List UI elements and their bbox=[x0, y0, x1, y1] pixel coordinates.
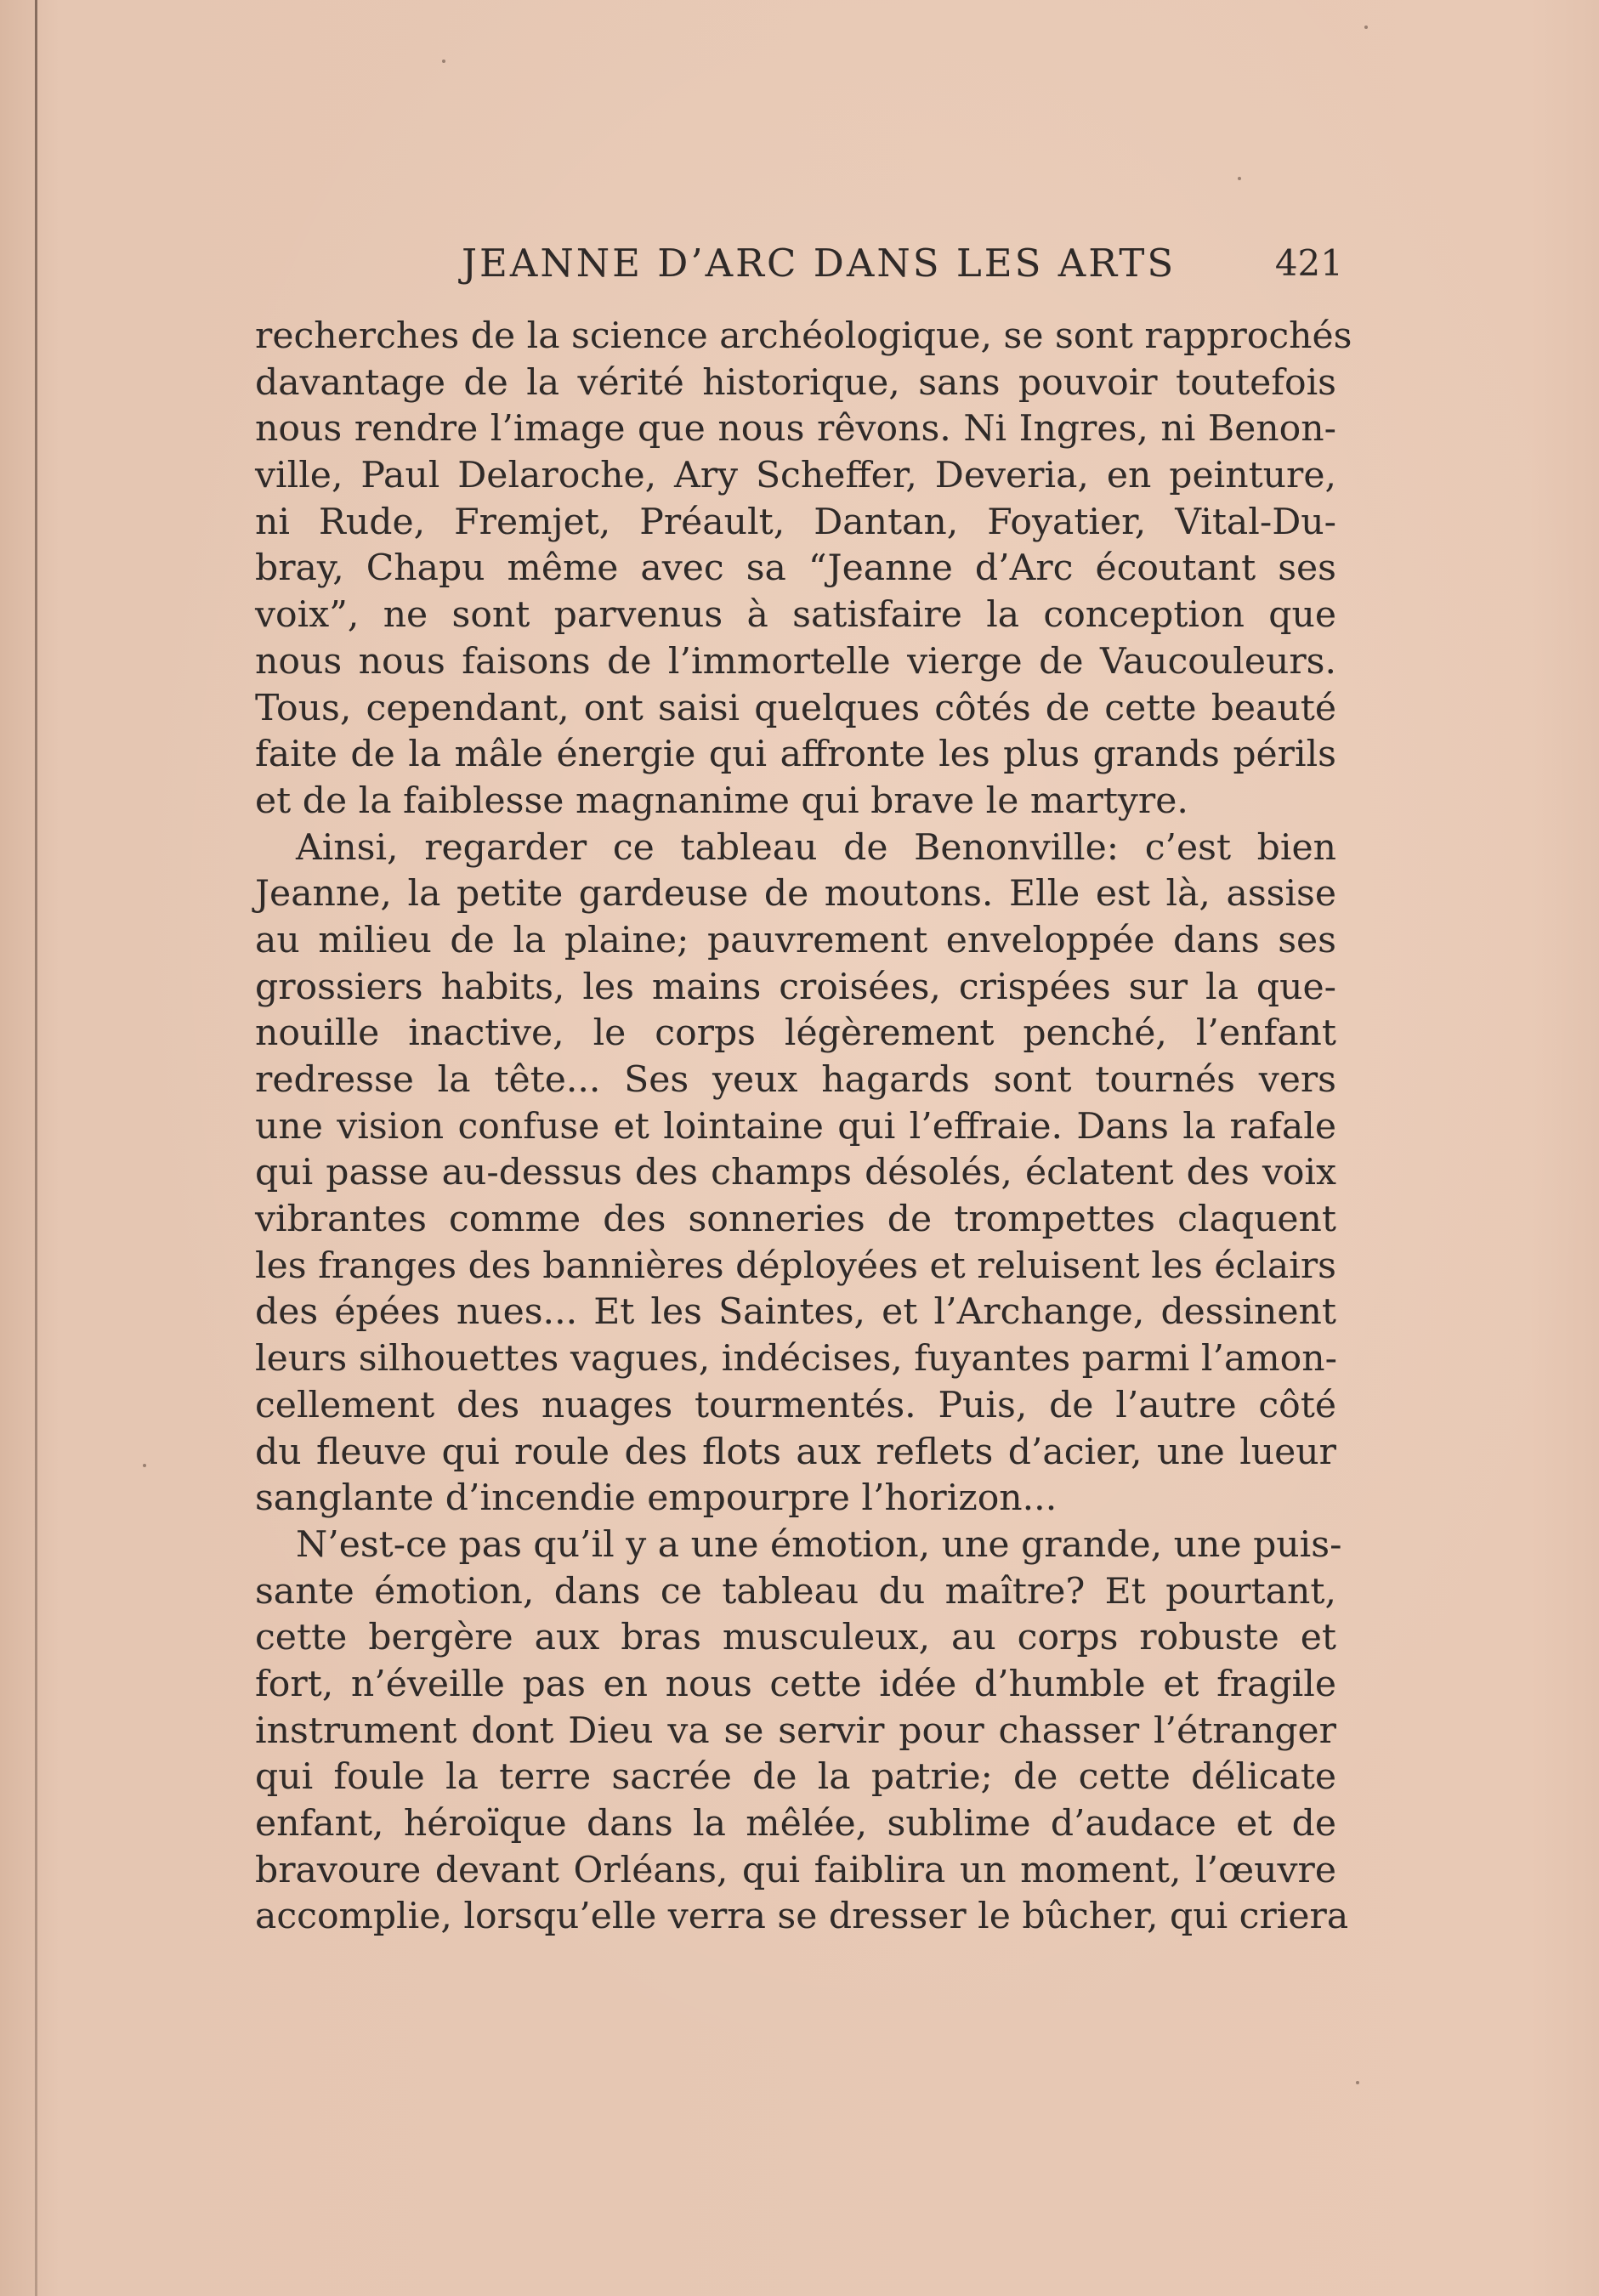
text-line: au milieu de la plaine; pauvrement enveloppée dans ses bbox=[255, 919, 1336, 961]
paper-speck bbox=[143, 1464, 146, 1467]
text-line: qui passe au-dessus des champs désolés, éclatent des voix bbox=[255, 1152, 1336, 1194]
text-line: grossiers habits, les mains croisées, crispées sur la que- bbox=[255, 966, 1336, 1008]
text-line: Jeanne, la petite gardeuse de moutons. Elle est là, assise bbox=[255, 873, 1336, 916]
text-line: ni Rude, Fremjet, Préault, Dantan, Foyatier, Vital-Du- bbox=[255, 501, 1336, 543]
text-line: leurs silhouettes vagues, indécises, fuyantes parmi l’amon- bbox=[255, 1338, 1337, 1380]
page-number: 421 bbox=[1274, 242, 1343, 284]
paragraph bbox=[255, 314, 1352, 825]
page-binding-edge bbox=[35, 0, 37, 2296]
text-line: redresse la tête... Ses yeux hagards sont tournés vers bbox=[255, 1059, 1336, 1101]
text-line: faite de la mâle énergie qui affronte les plus grands périls bbox=[255, 734, 1336, 776]
text-line: les franges des bannières déployées et reluisent les éclairs bbox=[255, 1244, 1336, 1287]
text-line: nous rendre l’image que nous rêvons. Ni Ingres, ni Benon- bbox=[255, 408, 1336, 451]
text-line: qui foule la terre sacrée de la patrie; de cette délicate bbox=[255, 1756, 1336, 1799]
text-line: ville, Paul Delaroche, Ary Scheffer, Deveria, en peinture, bbox=[255, 455, 1336, 497]
text-line: des épées nues... Et les Saintes, et l’Archange, dessinent bbox=[255, 1291, 1336, 1334]
running-title: JEANNE D’ARC DANS LES ARTS bbox=[462, 241, 1177, 286]
text-line: cellement des nuages tourmentés. Puis, de l’autre côté bbox=[255, 1384, 1336, 1426]
text-line: bravoure devant Orléans, qui faiblira un moment, l’œuvre bbox=[255, 1849, 1336, 1891]
body-text bbox=[255, 314, 1352, 1941]
paper-speck bbox=[1238, 177, 1241, 180]
text-line: vibrantes comme des sonneries de trompettes claquent bbox=[255, 1199, 1336, 1241]
text-line: sante émotion, dans ce tableau du maître? Et pourtant, bbox=[255, 1570, 1336, 1613]
text-line: et de la faiblesse magnanime qui brave le martyre. bbox=[255, 780, 1188, 822]
text-line: davantage de la vérité historique, sans pouvoir toutefois bbox=[255, 361, 1336, 404]
text-line: voix”, ne sont parvenus à satisfaire la conception que bbox=[255, 594, 1336, 637]
text-line: nouille inactive, le corps légèrement penché, l’enfant bbox=[255, 1012, 1336, 1055]
text-line: sanglante d’incendie empourpre l’horizon... bbox=[255, 1477, 1057, 1520]
text-line: N’est-ce pas qu’il y a une émotion, une grande, une puis- bbox=[296, 1523, 1342, 1566]
paper-speck bbox=[1364, 26, 1368, 29]
text-line: recherches de la science archéologique, se sont rapprochés bbox=[255, 315, 1352, 357]
text-line: bray, Chapu même avec sa “Jeanne d’Arc écoutant ses bbox=[255, 547, 1336, 590]
page-header bbox=[255, 241, 1343, 292]
text-line: une vision confuse et lointaine qui l’effraie. Dans la rafale bbox=[255, 1105, 1336, 1148]
text-line: Tous, cependant, ont saisi quelques côtés de cette beauté bbox=[255, 687, 1336, 729]
text-line: du fleuve qui roule des flots aux reflets d’acier, une lueur bbox=[255, 1431, 1336, 1473]
text-line: accomplie, lorsqu’elle verra se dresser le bûcher, qui criera bbox=[255, 1896, 1349, 1938]
paragraph bbox=[255, 825, 1336, 1522]
text-line: cette bergère aux bras musculeux, au corps robuste et bbox=[255, 1617, 1336, 1659]
text-line: Ainsi, regarder ce tableau de Benonville: c’est bien bbox=[296, 826, 1336, 869]
paragraph bbox=[255, 1522, 1349, 1941]
text-line: enfant, héroïque dans la mêlée, sublime d’audace et de bbox=[255, 1803, 1336, 1845]
text-line: nous nous faisons de l’immortelle vierge de Vaucouleurs. bbox=[255, 640, 1336, 683]
paper-speck bbox=[442, 60, 445, 63]
paper-speck bbox=[1356, 2081, 1359, 2084]
text-line: fort, n’éveille pas en nous cette idée d’humble et fragile bbox=[255, 1663, 1336, 1705]
text-line: instrument dont Dieu va se servir pour chasser l’étranger bbox=[255, 1709, 1336, 1752]
